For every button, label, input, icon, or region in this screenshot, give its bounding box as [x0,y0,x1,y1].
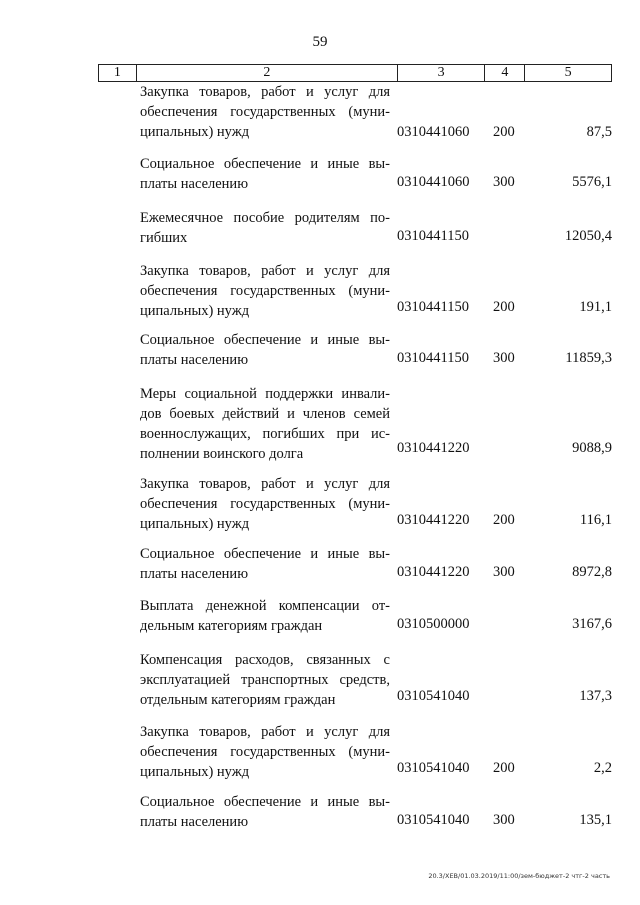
footer-reference: 20.3/XEB/01.03.2019/11:00/зем-бюджет-2 чтг-2 часть [428,872,610,880]
row-expense-type: 300 [493,174,515,190]
row-name: Закупка товаров, работ и услуг для обеспечения государственных (муни-ципальных) нужд [140,724,390,780]
row-code: 0310441220 [397,440,470,456]
row-name: Ежемесячное пособие родителям по-гибших [140,210,390,246]
column-header-2: 2 [137,65,398,81]
page-number: 59 [312,34,328,50]
row-expense-type: 200 [493,299,515,315]
row-name: Социальное обеспечение и иные вы-платы населению [140,156,390,192]
column-header-4: 4 [485,65,525,81]
row-amount: 11859,3 [565,350,612,366]
row-expense-type: 300 [493,564,515,580]
row-name: Социальное обеспечение и иные вы-платы населению [140,794,390,830]
column-header-5: 5 [564,65,572,80]
row-expense-type: 200 [493,124,515,140]
row-amount: 116,1 [579,512,612,528]
row-amount: 12050,4 [564,228,612,244]
row-code: 0310441060 [397,124,470,140]
row-name: Закупка товаров, работ и услуг для обеспечения государственных (муни-ципальных) нужд [140,84,390,140]
row-expense-type: 300 [493,812,515,828]
row-code: 0310441150 [397,228,469,244]
row-code: 0310441220 [397,564,470,580]
row-amount: 5576,1 [572,174,612,190]
row-code: 0310500000 [397,616,470,632]
row-amount: 2,2 [593,760,612,776]
row-name: Меры социальной поддержки инвали-дов боевых действий и членов семей военнослужащих, погибших при ис-полнении воинского долга [140,386,390,462]
row-amount: 135,1 [579,812,612,828]
row-name: Социальное обеспечение и иные вы-платы населению [140,546,390,582]
row-code: 0310441150 [397,350,469,366]
row-code: 0310541040 [397,760,470,776]
column-header-3: 3 [398,65,486,81]
row-amount: 8972,8 [572,564,612,580]
row-expense-type: 300 [493,350,515,366]
row-amount: 9088,9 [572,440,612,456]
row-expense-type: 200 [493,760,515,776]
column-header-1: 1 [99,65,137,81]
row-name: Компенсация расходов, связанных с эксплуатацией транспортных средств, отдельным категориям граждан [140,652,390,708]
row-name: Выплата денежной компенсации от-дельным категориям граждан [140,598,390,634]
row-code: 0310441220 [397,512,470,528]
row-code: 0310541040 [397,688,470,704]
row-expense-type: 200 [493,512,515,528]
row-name: Социальное обеспечение и иные вы-платы населению [140,332,390,368]
row-amount: 191,1 [579,299,612,315]
row-name: Закупка товаров, работ и услуг для обеспечения государственных (муни-ципальных) нужд [140,263,390,319]
row-code: 0310541040 [397,812,470,828]
row-name: Закупка товаров, работ и услуг для обеспечения государственных (муни-ципальных) нужд [140,476,390,532]
row-code: 0310441150 [397,299,469,315]
row-code: 0310441060 [397,174,470,190]
row-amount: 137,3 [579,688,612,704]
row-amount: 87,5 [586,124,612,140]
table-header [98,64,612,82]
row-amount: 3167,6 [572,616,612,632]
